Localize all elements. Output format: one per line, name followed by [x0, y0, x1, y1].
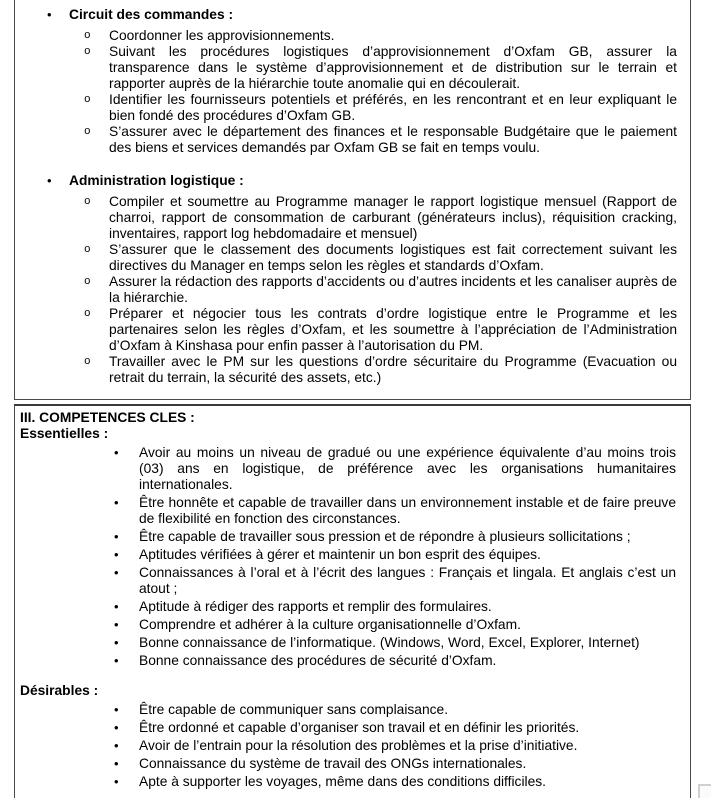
bullet-icon: • [47, 173, 52, 188]
circle-bullet-icon: o [84, 46, 91, 58]
list-item-text: Connaissances à l’oral et à l’écrit des langues : Français et lingala. Et anglais c’est un atout ; [139, 565, 676, 596]
list-item [20, 635, 676, 651]
bullet-icon: • [114, 495, 119, 510]
bullet-icon: • [114, 738, 119, 753]
list-item-text: Être capable de communiquer sans complaisance. [139, 702, 449, 717]
list-item [20, 529, 676, 545]
list-item-text: Bonne connaissance de l’informatique. (Windows, Word, Excel, Explorer, Internet) [139, 635, 640, 650]
list-item [20, 653, 676, 669]
list-item [30, 354, 677, 386]
responsibilities-cell [14, 0, 691, 400]
circle-bullet-icon: o [84, 94, 91, 106]
circle-bullet-icon: o [84, 196, 91, 208]
list-item-text: Aptitude à rédiger des rapports et remplir des formulaires. [139, 599, 492, 614]
list-item [20, 599, 676, 615]
desirables-list [20, 702, 676, 790]
list-item-text: Avoir de l’entrain pour la résolution des problèmes et la prise d’initiative. [139, 738, 578, 753]
list-item [30, 194, 677, 242]
list-item-text: S’assurer avec le département des finances et le responsable Budgétaire que le paiement des biens et services demandés par Oxfam GB se fait en temps voulu. [109, 124, 677, 155]
list-item-text: Connaissance du système de travail des ONGs internationales. [139, 756, 527, 771]
list-item-text: Suivant les procédures logistiques d’approvisionnement d’Oxfam GB, assurer la transparence dans le système d’approvisionnement et de distribution sur le terrain et rapporter auprès de la hiérarchie toute anomalie qui en découlerait. [109, 44, 677, 91]
section-administration-logistique [30, 173, 677, 386]
section-title: Administration logistique : [69, 173, 244, 188]
desirables-title: Désirables : [20, 683, 99, 698]
list-item [30, 306, 677, 354]
bullet-icon: • [114, 529, 119, 544]
list-item-text: Avoir au moins un niveau de gradué ou une expérience équivalente d’au moins trois (03) ans en logistique, de préférence avec les organisations humanitaires internationales. [139, 445, 676, 492]
list-item-text: Être ordonné et capable d’organiser son travail et en définir les priorités. [139, 720, 580, 735]
list-item [20, 565, 676, 597]
competences-heading: III. COMPETENCES CLES : [20, 410, 195, 425]
section-circuit-des-commandes [30, 7, 677, 156]
section-title: Circuit des commandes : [69, 7, 234, 22]
list-item-text: Préparer et négocier tous les contrats d’ordre logistique entre le Programme et les partenaires selon les règles d’Oxfam, et les soumettre à l’appréciation de l’Administration d’Oxfam à Kinshasa pour enfin passer à l’autorisation du PM. [109, 306, 677, 353]
bullet-icon: • [114, 720, 119, 735]
list-item-text: Coordonner les approvisionnements. [109, 28, 335, 43]
bullet-icon: • [114, 565, 119, 580]
bullet-icon: • [114, 445, 119, 460]
list-item-text: Comprendre et adhérer à la culture organisationnelle d’Oxfam. [139, 617, 521, 632]
bullet-icon: • [114, 702, 119, 717]
list-item-text: Être honnête et capable de travailler dans un environnement instable et de faire preuve de flexibilité en fonction des circonstances. [139, 495, 676, 526]
list-item [30, 92, 677, 124]
list-item-text: Être capable de travailler sous pression et de répondre à plusieurs sollicitations ; [139, 529, 631, 544]
circle-bullet-icon: o [84, 30, 91, 42]
bullet-icon: • [114, 653, 119, 668]
section-title-row [30, 7, 677, 23]
bullet-icon: • [47, 7, 52, 22]
circle-bullet-icon: o [84, 244, 91, 256]
list-item [30, 44, 677, 92]
list-item [20, 720, 676, 736]
section-title-row [30, 173, 677, 189]
list-item [20, 774, 676, 790]
list-item [30, 274, 677, 306]
list-item [20, 738, 676, 754]
list-item [30, 242, 677, 274]
bullet-icon: • [114, 774, 119, 789]
circle-bullet-icon: o [84, 308, 91, 320]
circle-bullet-icon: o [84, 356, 91, 368]
essentielles-title: Essentielles : [20, 426, 109, 441]
list-item [30, 124, 677, 156]
bullet-icon: • [114, 635, 119, 650]
circle-bullet-icon: o [84, 276, 91, 288]
list-item [30, 28, 677, 44]
list-item-text: S’assurer que le classement des documents logistiques est fait correctement suivant les directives du Manager en temps selon les règles et standards d’Oxfam. [109, 242, 677, 273]
bullet-icon: • [114, 547, 119, 562]
list-item-text: Identifier les fournisseurs potentiels et préférés, en les rencontrant et en leur expliquant le bien fondé des procédures d’Oxfam GB. [109, 92, 677, 123]
list-item-text: Travailler avec le PM sur les questions d’ordre sécuritaire du Programme (Evacuation ou retrait du terrain, la sécurité des assets, etc.) [109, 354, 677, 385]
list-item [20, 495, 676, 527]
list-item-text: Aptitudes vérifiées à gérer et maintenir un bon esprit des équipes. [139, 547, 541, 562]
bullet-icon: • [114, 617, 119, 632]
list-item-text: Bonne connaissance des procédures de sécurité d’Oxfam. [139, 653, 497, 668]
list-item [20, 702, 676, 718]
adjacent-table-corner [698, 784, 711, 798]
list-item-text: Apte à supporter les voyages, même dans des conditions difficiles. [139, 774, 546, 789]
list-item [20, 756, 676, 772]
list-item [20, 445, 676, 493]
list-item [20, 547, 676, 563]
bullet-icon: • [114, 756, 119, 771]
circle-bullet-icon: o [84, 126, 91, 138]
list-item [20, 617, 676, 633]
competences-cell [14, 404, 691, 798]
bullet-icon: • [114, 599, 119, 614]
list-item-text: Compiler et soumettre au Programme manager le rapport logistique mensuel (Rapport de charroi, rapport de consommation de carburant (générateurs inclus), réquisition cracking, inventaires, rapport log hebdomadaire et mensuel) [109, 194, 677, 241]
essentielles-list [20, 445, 676, 669]
list-item-text: Assurer la rédaction des rapports d’accidents ou d’autres incidents et les canaliser auprès de la hiérarchie. [109, 274, 677, 305]
